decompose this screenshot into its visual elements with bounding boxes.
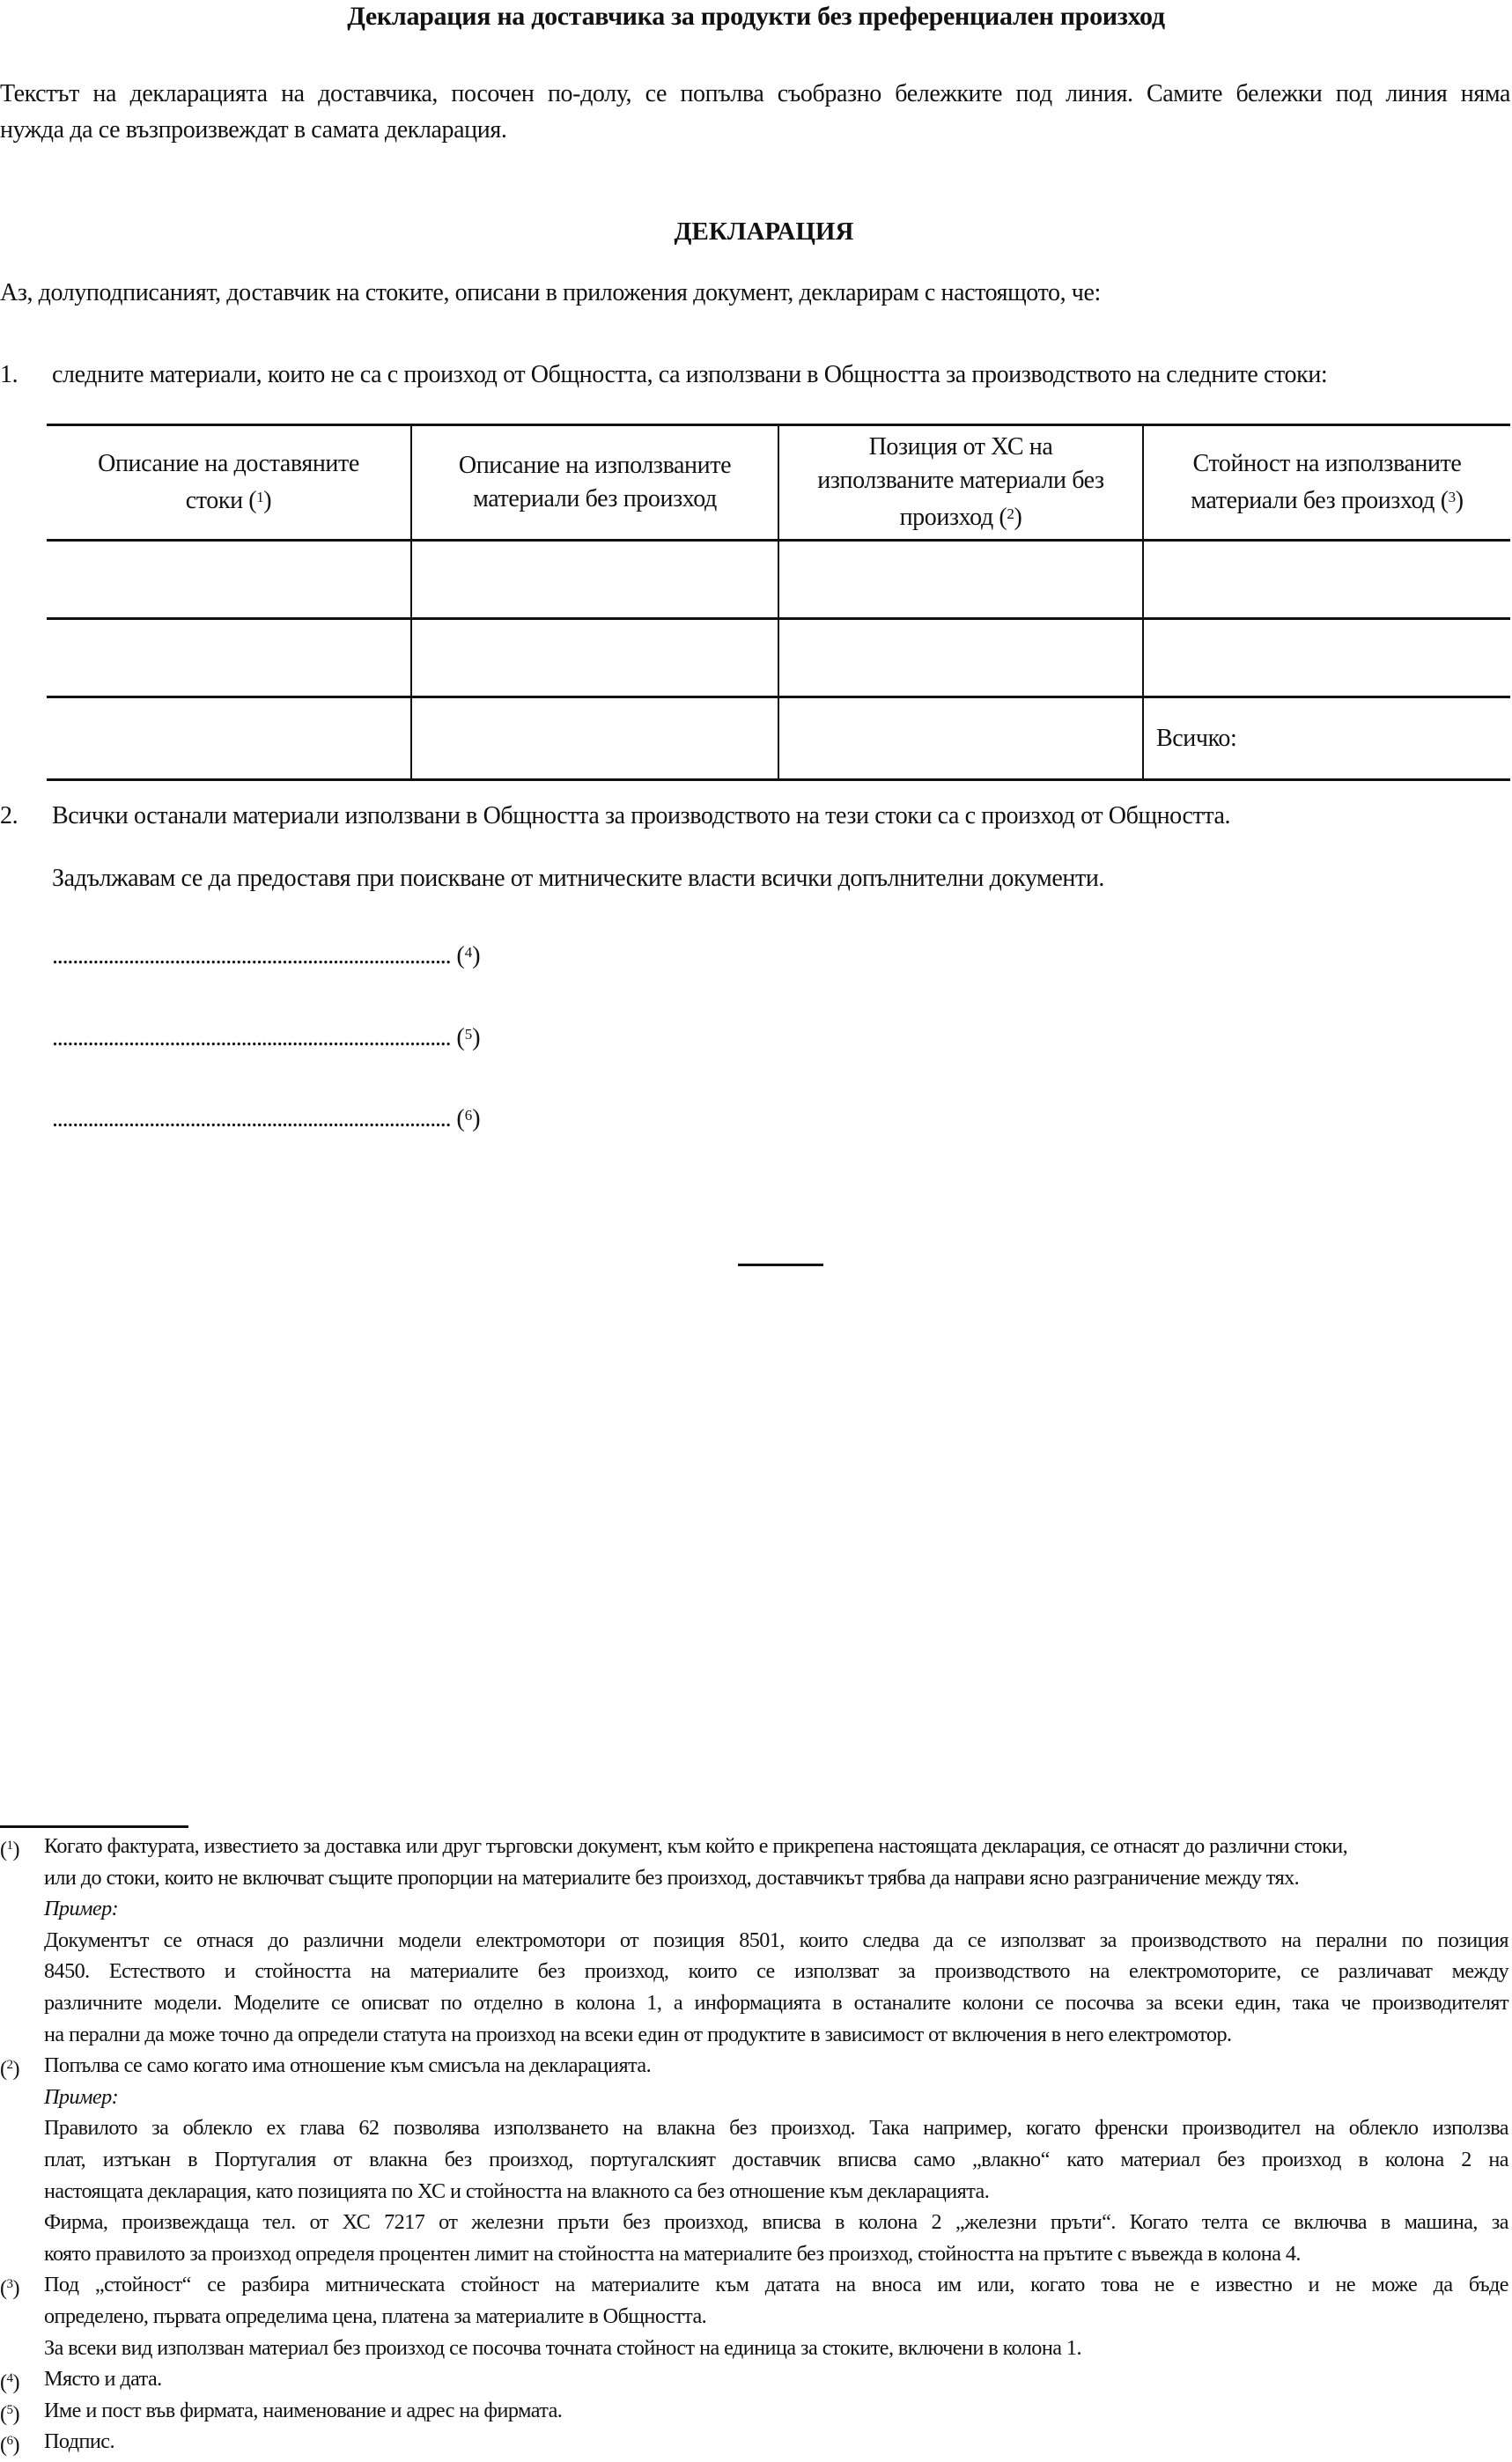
footnote-text: Документът се отнася до различни модели електромотори от позиция 8501, които следва да се използват за производството на перални по позиция [44,1928,1508,1952]
materials-table [47,424,1510,781]
table-cell [47,697,411,780]
footnote-line [0,2269,1512,2301]
table-row [47,619,1510,697]
header-materials-value [1143,425,1510,541]
footnote-text: която правилото за произход определя процентен лимит на стойността на материалите без произход, стойността на прътите с въвежда в колона 4. [44,2241,1301,2266]
footnote-example-label: Пример: [44,2084,119,2109]
header-line: Позиция от ХС на [868,433,1053,461]
footnote-ref: 4 [464,944,473,961]
footnote-text: Попълва се само когато има отношение към смисъла на декларацията. [44,2053,652,2078]
header-hs-position [778,425,1143,541]
footnote-number: 6 [6,2434,13,2449]
intro-line-2: нужда да се възпроизвеждат в самата декларация. [0,116,507,144]
footnote-text: Под „стойност“ се разбира митническата стойност на материалите към датата на вноса им или, когато това не е известно и не може да бъде [44,2273,1508,2297]
header-line: използваните материали без [817,467,1104,494]
footnote-ref: 2 [1007,505,1014,522]
table-cell[interactable] [411,619,778,697]
footnote-line [0,2426,1512,2458]
header-line-with-footnote: произход ($^2$) [899,504,1022,531]
footnote-line [0,1862,1512,1894]
table-cell [411,697,778,780]
footnote-number: 2 [6,2058,13,2073]
footnote-line [0,2082,1512,2113]
dotted-line: .............................................................................. [52,1024,451,1051]
footnote-mark: ($^4$) [0,2370,19,2395]
header-line: Описание на използваните [458,452,732,479]
footnote-line [0,2363,1512,2395]
footnote-line [0,2019,1512,2051]
footnote-line [0,2333,1512,2364]
table-cell[interactable] [1143,619,1510,697]
header-line: материали без произход [473,485,717,512]
header-line: Описание на доставяните [98,450,359,477]
footnote-ref: 6 [464,1107,473,1124]
table-row [47,541,1510,619]
item-2-number: 2. [0,802,18,829]
intro-line-1: Текстът на декларацията на доставчика, посочен по-долу, се попълва съобразно бележките под линия. Самите бележки под линия няма [0,80,1510,107]
footnote-separator [0,1825,188,1828]
signature-field-place-date[interactable]: .............................................................................. ($^4$) [52,942,481,969]
footnote-text: Когато фактурата, известието за доставка или друг търговски документ, към който е прикрепена настоящата декларация, се отнасят до различни стоки, [44,1834,1348,1858]
header-line: произход [899,504,999,531]
table-cell[interactable] [1143,541,1510,619]
table-header-row [47,425,1510,541]
table-total-row [47,697,1510,780]
declaration-heading: ДЕКЛАРАЦИЯ [674,217,854,246]
footnote-line [0,1925,1512,1957]
footnote-text: на перални да може точно да определи статута на произход на всеки един от продуктите в зависимост от включения в него електромотор. [44,2022,1232,2046]
footnote-line [0,1831,1512,1862]
table-cell[interactable] [47,541,411,619]
footnote-line [0,2112,1512,2144]
footnote-text: различните модели. Моделите се описват по отделно в колона 1, а информацията в останалите колони се посочва за всеки един, така че производителят [44,1990,1508,2015]
table-cell[interactable] [411,541,778,619]
table-cell [778,697,1143,780]
item-1-text: следните материали, които не са с произход от Общността, са използвани в Общността за производството на следните стоки: [52,361,1328,388]
item-2-text: Всички останали материали използвани в Общността за производството на тези стоки са с произход от Общността. [52,802,1231,829]
footnote-mark: ($^2$) [0,2057,19,2082]
total-cell[interactable] [1143,697,1510,780]
header-line: стоки [185,487,243,514]
footnote-line [0,2050,1512,2082]
footnote-text: или до стоки, които не включват същите пропорции на материалите без произход, доставчикът трябва да направи ясно разграничение между тях. [44,1865,1300,1890]
footnote-line [0,2301,1512,2333]
footnote-mark: ($^3$) [0,2276,19,2301]
signature-field-signature[interactable]: .............................................................................. ($^6$) [52,1105,481,1132]
footnote-text: 8450. Естеството и стойността на материалите без произход, които се използват за производството на електромоторите, се различават между [44,1959,1508,1984]
footnote-text: Име и пост във фирмата, наименование и адрес на фирмата. [44,2398,563,2422]
signature-field-name-company[interactable]: .............................................................................. ($^5$) [52,1024,481,1051]
footnotes [0,1831,1512,2458]
dotted-line: .............................................................................. [52,1105,451,1132]
footnote-line [0,2207,1512,2238]
header-line-with-footnote: стоки ($^1$) [185,487,272,514]
dotted-line: .............................................................................. [52,942,451,969]
header-line: Стойност на използваните [1192,450,1462,477]
undertaking-text: Задължавам се да предоставя при поискване от митническите власти всички допълнителни документи. [52,865,1104,892]
footnote-text: Място и дата. [44,2367,162,2392]
header-goods-description [47,425,411,541]
header-line-with-footnote: материали без произход ($^3$) [1191,487,1464,514]
item-1-number: 1. [0,361,18,388]
footnote-example-label: Пример: [44,1897,119,1921]
footnote-ref: 3 [1448,489,1456,505]
end-separator [738,1264,823,1266]
footnote-line [0,2176,1512,2208]
footnote-line [0,2144,1512,2176]
footnote-mark: ($^1$) [0,1838,19,1861]
footnote-ref: 1 [256,489,264,505]
total-label: Всичко: [1156,724,1237,752]
footnote-text: настоящата декларация, като позицията по ХС и стойността на влакното са без отношение към декларацията. [44,2178,990,2203]
header-line: материали без произход [1191,487,1435,514]
footnote-line [0,1987,1512,2019]
footnote-line [0,2238,1512,2270]
footnote-line [0,1956,1512,1987]
footnote-text: Фирма, произвеждаща тел. от ХС 7217 от железни пръти без произход, вписва в колона 2 „железни пръти“. Когато телта се включва в машина, за [44,2210,1508,2235]
footnote-text: определено, първата определима цена, платена за материалите в Общността. [44,2304,707,2328]
footnote-line [0,2395,1512,2427]
table-cell[interactable] [778,541,1143,619]
table-cell[interactable] [47,619,411,697]
declaration-statement: Аз, долуподписаният, доставчик на стоките, описани в приложения документ, декларирам с настоящото, че: [0,279,1101,306]
footnote-number: 3 [6,2277,13,2292]
footnote-mark: ($^5$) [0,2401,19,2426]
footnote-text: плат, изтъкан в Португалия от влакна без произход, португалският доставчик вписва само „влакно“ като материал без произход в колона 2 на [44,2147,1508,2171]
header-materials-description [411,425,778,541]
footnote-text: Правилото за облекло ex глава 62 позволява използването на влакна без произход. Така например, когато френски производител на облекло използва [44,2116,1508,2141]
footnote-text: За всеки вид използван материал без произход се посочва точната стойност на единица за стоките, включени в колона 1. [44,2335,1081,2360]
footnote-text: Подпис. [44,2429,114,2454]
footnote-number: 5 [6,2402,13,2417]
document-title: Декларация на доставчика за продукти без преференциален произход [347,2,1165,31]
footnote-number: 4 [6,2371,13,2386]
footnote-mark: ($^6$) [0,2433,19,2458]
table-cell[interactable] [778,619,1143,697]
footnote-ref: 5 [464,1026,473,1043]
footnote-number: 1 [6,1839,13,1853]
footnote-line [0,1893,1512,1925]
